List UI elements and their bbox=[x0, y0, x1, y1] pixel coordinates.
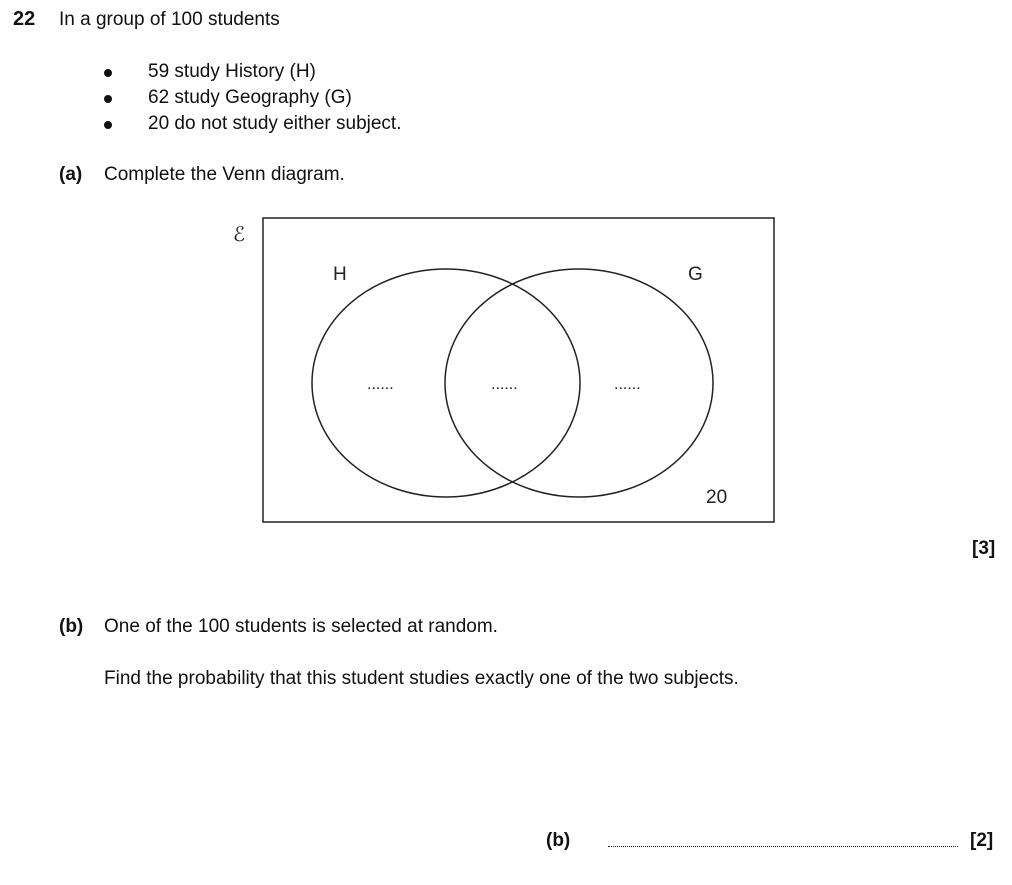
answer-label: (b) bbox=[546, 830, 571, 851]
part-b-marks: [2] bbox=[970, 830, 994, 851]
set-h-circle bbox=[312, 269, 580, 497]
part-b-line2: Find the probability that this student studies exactly one of the two subjects. bbox=[104, 668, 739, 689]
set-g-label: G bbox=[688, 264, 703, 285]
outside-value: 20 bbox=[706, 487, 728, 508]
part-b-label: (b) bbox=[59, 616, 84, 637]
bullet-history: 59 study History (H) bbox=[148, 61, 316, 82]
set-h-label: H bbox=[333, 264, 347, 285]
intersection-answer-blank[interactable]: ...... bbox=[491, 376, 518, 393]
question-intro: In a group of 100 students bbox=[59, 9, 280, 30]
part-b-line1: One of the 100 students is selected at random. bbox=[104, 616, 498, 637]
bullet-neither: 20 do not study either subject. bbox=[148, 113, 402, 134]
set-g-circle bbox=[445, 269, 713, 497]
universal-set-symbol: ℰ bbox=[233, 224, 246, 246]
h-only-answer-blank[interactable]: ...... bbox=[367, 376, 394, 393]
part-a-label: (a) bbox=[59, 164, 83, 185]
part-a-marks: [3] bbox=[972, 538, 996, 559]
part-a-instruction: Complete the Venn diagram. bbox=[104, 164, 345, 185]
bullet-geography: 62 study Geography (G) bbox=[148, 87, 352, 108]
g-only-answer-blank[interactable]: ...... bbox=[614, 376, 641, 393]
question-number: 22 bbox=[13, 8, 36, 30]
answer-line[interactable] bbox=[608, 846, 958, 847]
